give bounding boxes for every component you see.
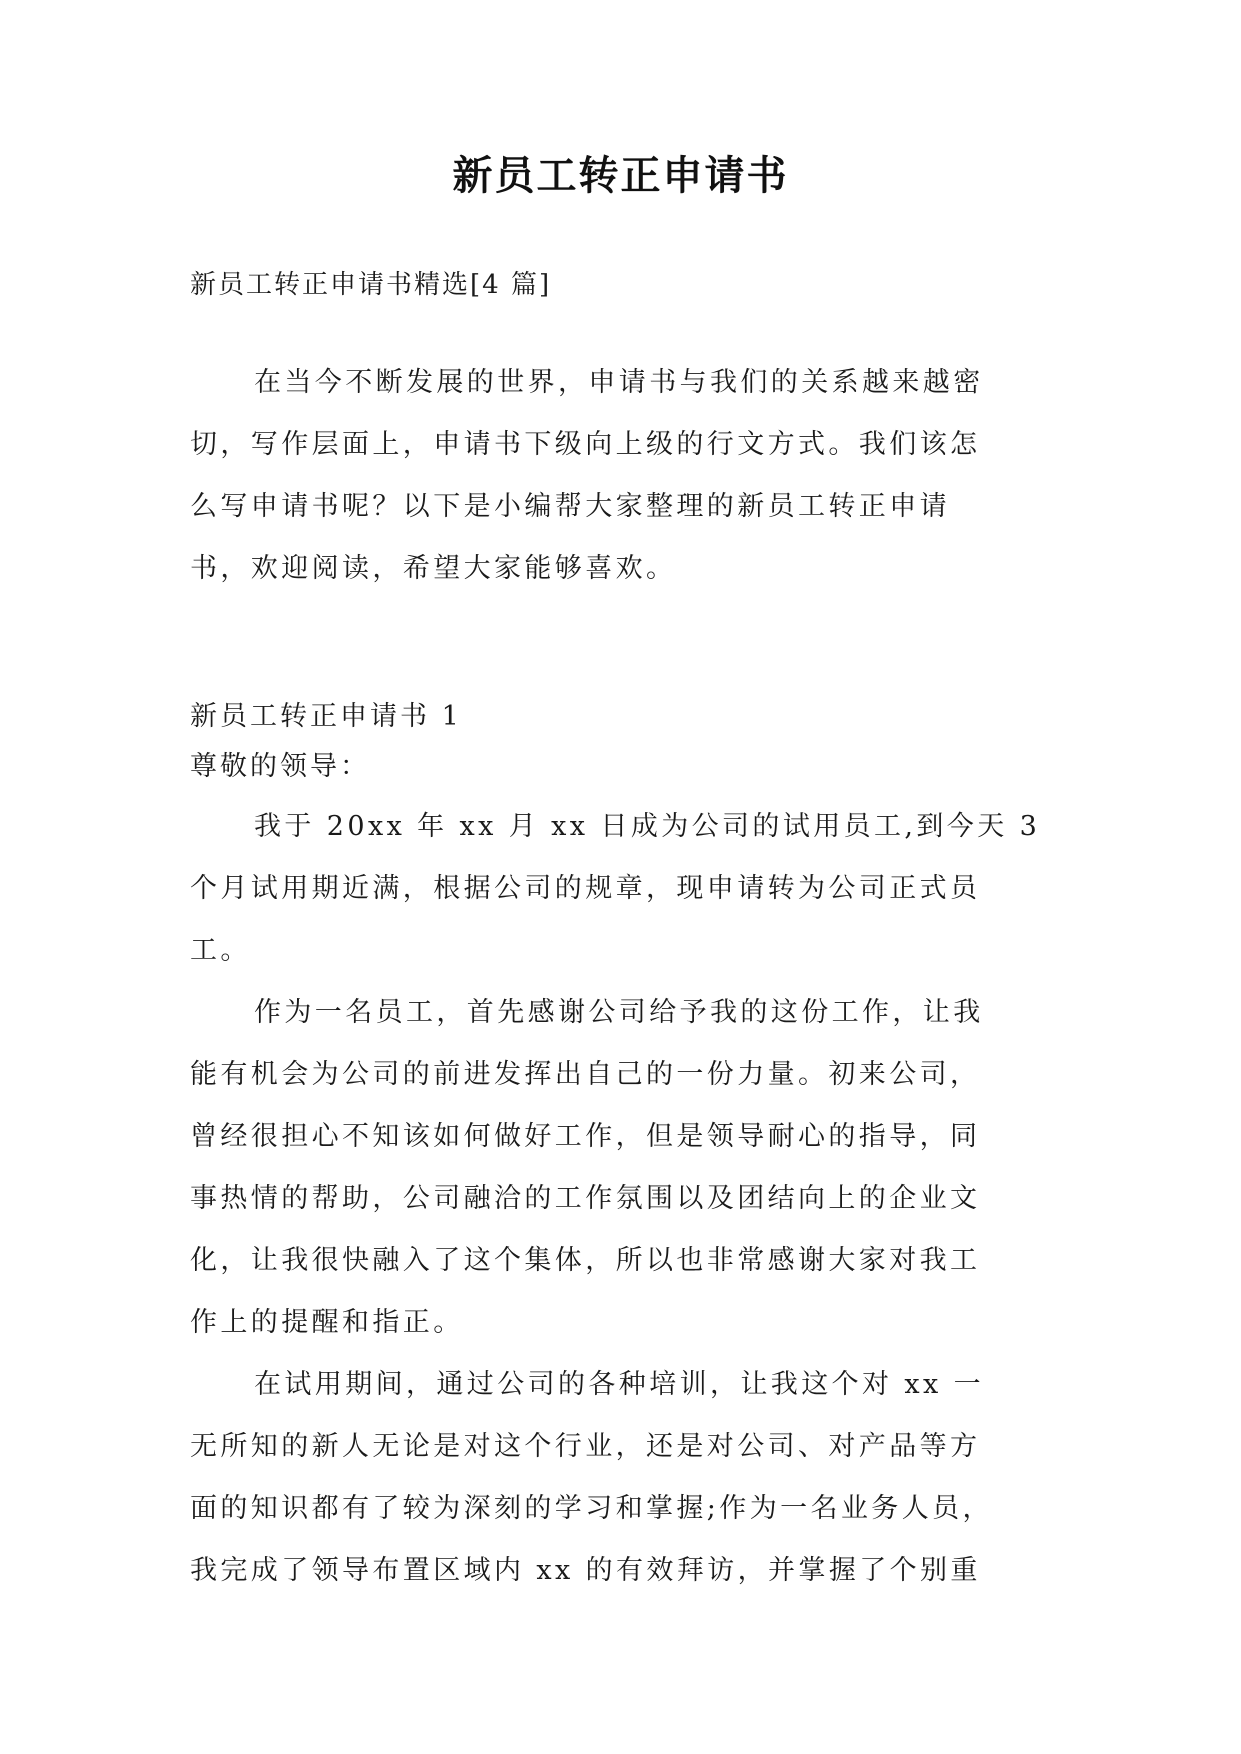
paragraph-line: 我于 20xx 年 xx 月 xx 日成为公司的试用员工,到今天 3 [254,811,1041,842]
section-heading: 新员工转正申请书 1 [190,701,462,732]
intro-line: 在当今不断发展的世界，申请书与我们的关系越来越密 [254,367,984,398]
paragraph-line: 事热情的帮助，公司融洽的工作氛围以及团结向上的企业文 [190,1183,981,1214]
letter-header [190,692,1060,792]
paragraph-line: 化，让我很快融入了这个集体，所以也非常感谢大家对我工 [190,1245,981,1276]
paragraph-line: 在试用期间，通过公司的各种培训，让我这个对 xx 一 [254,1369,985,1400]
paragraph-2 [190,982,1060,1354]
paragraph-line: 我完成了领导布置区域内 xx 的有效拜访，并掌握了个别重 [190,1555,981,1586]
paragraph-line: 作为一名员工，首先感谢公司给予我的这份工作，让我 [254,997,984,1028]
document-subtitle: 新员工转正申请书精选[4 篇] [190,270,552,300]
paragraph-line: 无所知的新人无论是对这个行业，还是对公司、对产品等方 [190,1431,981,1462]
paragraph-line: 面的知识都有了较为深刻的学习和掌握;作为一名业务人员， [190,1493,993,1524]
intro-line: 么写申请书呢？以下是小编帮大家整理的新员工转正申请 [190,491,950,522]
paragraph-3 [190,1354,1060,1602]
paragraph-line: 个月试用期近满，根据公司的规章，现申请转为公司正式员 [190,873,981,904]
paragraph-1 [190,796,1060,982]
salutation: 尊敬的领导： [190,751,370,782]
intro-line: 书，欢迎阅读，希望大家能够喜欢。 [190,553,677,584]
paragraph-line: 工。 [190,935,251,966]
paragraph-line: 作上的提醒和指正。 [190,1307,464,1338]
document-title: 新员工转正申请书 [452,152,789,199]
paragraph-line: 能有机会为公司的前进发挥出自己的一份力量。初来公司， [190,1059,981,1090]
paragraph-line: 曾经很担心不知该如何做好工作，但是领导耐心的指导，同 [190,1121,981,1152]
intro-paragraph [190,352,1060,600]
intro-line: 切，写作层面上，申请书下级向上级的行文方式。我们该怎 [190,429,981,460]
